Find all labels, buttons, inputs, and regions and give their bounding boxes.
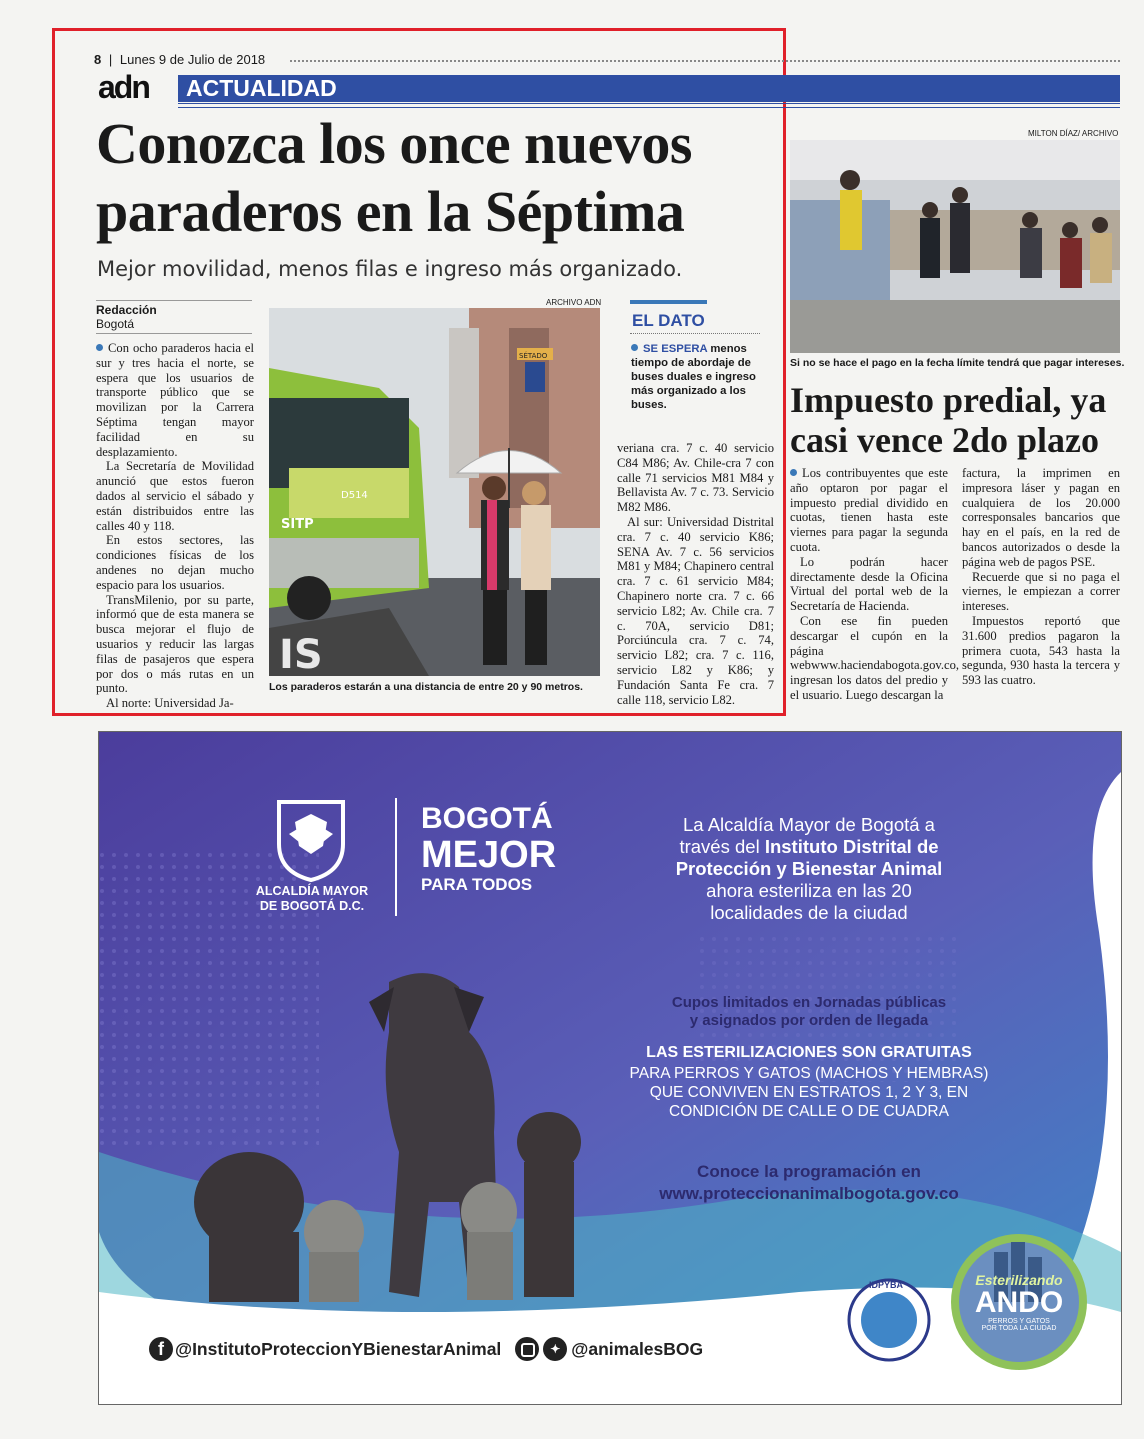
detail-line2: QUE CONVIVEN EN ESTRATOS 1, 2 Y 3, EN bbox=[649, 1084, 969, 1101]
paragraph: En estos sectores, las condiciones físicas de los andenes no dejan mucho espacio para los usuarios. bbox=[96, 533, 254, 592]
paragraph: veriana cra. 7 c. 40 servicio C84 M86; Av. Chile-cra 7 con calle 71 servicios M81 M84 y Bellavista Av. 7 c. 73. Servicio M82 M86. bbox=[617, 441, 774, 515]
social-handle[interactable]: @animalesBOG bbox=[571, 1338, 704, 1359]
alcaldia-line1: ALCALDÍA MAYOR bbox=[255, 884, 369, 898]
intro-bold: Instituto Distrital de bbox=[764, 836, 939, 857]
byline-author: Redacción bbox=[96, 303, 157, 317]
side-photo-caption: Si no se hace el pago en la fecha límite tendrá que pagar intereses. bbox=[790, 357, 1125, 369]
section-label: ACTUALIDAD bbox=[178, 75, 1120, 102]
bogota-mejor-logo bbox=[421, 802, 556, 896]
instagram-icon[interactable] bbox=[515, 1337, 539, 1361]
badge-main: ANDO bbox=[974, 1286, 1064, 1319]
brand-logo: adn bbox=[98, 69, 149, 105]
page-header: 8 | Lunes 9 de Julio de 2018 bbox=[94, 52, 266, 67]
ad-website[interactable]: www.proteccionanimalbogota.gov.co bbox=[659, 1184, 959, 1203]
photo-caption: Los paraderos estarán a una distancia de entre 20 y 90 metros. bbox=[269, 681, 583, 693]
logo-divider bbox=[395, 798, 397, 916]
dato-lead: SE ESPERA bbox=[643, 343, 708, 355]
side-photo-credit: MILTON DÍAZ/ ARCHIVO bbox=[1028, 129, 1119, 138]
paragraph: TransMilenio, por su parte, informó que de esta manera se busca mejorar el flujo de usuarios y reducir las largas filas de pasajeros que espera por dos o más rutas en un punto. bbox=[96, 592, 254, 696]
main-article-col3 bbox=[617, 441, 774, 707]
section-bar-stripes bbox=[178, 103, 1120, 108]
main-subtitle: Mejor movilidad, menos filas e ingreso más organizado. bbox=[97, 257, 683, 281]
badge-script: Esterilizando bbox=[975, 1272, 1063, 1288]
main-headline bbox=[96, 110, 692, 246]
paragraph: Al sur: Universidad Distrital cra. 7 c. 40 servicio K86; SENA Av. 7 c. 56 servicios M81 y M84; Chapinero central cra. 7 c. 61 servicio M84; Chapinero norte cra. 7 c. 66 servicio L82; Av. Chile cra. 7 c. 70A, servicio D81; Porciúncula cra. 7 c. 74, servicio L82; cra. 7 c. 116, servicio L82 y K86; y Fundación Santa Fe cra. 7 calle 118, servicio L82. bbox=[617, 514, 774, 707]
bogota-word: BOGOTÁ bbox=[421, 802, 553, 835]
paragraph: Con ese fin pueden descargar el cupón en la página webwww.haciendabogota.gov.co, ingresan los datos del predio y el usuario. Luego descargan la bbox=[790, 613, 960, 702]
byline-rule-bottom bbox=[96, 333, 252, 334]
svg-text:IS: IS bbox=[279, 632, 323, 676]
main-article-col1 bbox=[96, 341, 254, 711]
ad-details bbox=[569, 1064, 1049, 1121]
side-headline bbox=[790, 380, 1106, 460]
bullet-dot bbox=[631, 344, 638, 351]
paragraph: Los contribuyentes que este año optaron por pagar el impuesto predial dividido en cuotas, tienen hasta este viernes para pagar la segunda cuota. bbox=[790, 466, 948, 554]
tax-office-photo bbox=[790, 140, 1120, 353]
paragraph: Impuestos reportó que 31.600 predios pagaron la primera cuota, 543 hasta la segunda, 930 hasta la tercera y 593 las cuatro. bbox=[962, 613, 1120, 688]
stop-sign-text: SÉTADO bbox=[519, 352, 548, 360]
mejor-word: MEJOR bbox=[421, 834, 557, 876]
bogota-coat-of-arms-icon bbox=[271, 794, 351, 882]
dato-title: EL DATO bbox=[632, 311, 705, 330]
alcaldia-line2: DE BOGOTÁ D.C. bbox=[259, 899, 365, 913]
para-todos: PARA TODOS bbox=[421, 875, 533, 894]
photo-credit: ARCHIVO ADN bbox=[546, 298, 602, 307]
paragraph: Recuerde que si no paga el viernes, le empiezan a correr intereses. bbox=[962, 569, 1120, 614]
paragraph: Con ocho paraderos hacia el sur y tres hacia el norte, se espera que los usuarios de transporte público que se movilizan por la Carrera Séptima tengan mayor facilidad en su desplazamiento. bbox=[96, 341, 254, 459]
ad-intro bbox=[629, 814, 989, 924]
byline-rule-top bbox=[96, 300, 252, 301]
intro-line3: Protección y Bienestar Animal bbox=[675, 858, 943, 879]
bus-brand: SITP bbox=[281, 517, 314, 532]
paragraph: La Secretaría de Movilidad anunció que estos fueron dados al servicio el sábado y están distribuidos entre las calles 40 y 118. bbox=[96, 459, 254, 533]
detail-line1: PARA PERROS Y GATOS (MACHOS Y HEMBRAS) bbox=[629, 1065, 989, 1082]
badge-bottom: POR TODA LA CIUDAD bbox=[981, 1325, 1057, 1332]
side-headline-line1: Impuesto predial, ya bbox=[790, 380, 1107, 420]
dato-box bbox=[631, 342, 763, 412]
header-dotted-rule bbox=[290, 60, 1120, 62]
ad-cupos bbox=[569, 994, 1049, 1030]
facebook-icon[interactable]: f bbox=[149, 1337, 173, 1361]
ad-gratuitas: LAS ESTERILIZACIONES SON GRATUITAS bbox=[646, 1044, 972, 1061]
social-footer bbox=[149, 1337, 703, 1361]
cupos-line1: Cupos limitados en Jornadas públicas bbox=[671, 994, 947, 1011]
byline-city: Bogotá bbox=[96, 317, 135, 331]
cupos-line2: y asignados por orden de llegada bbox=[689, 1012, 929, 1029]
idpyba-label: IDPYBA bbox=[869, 1280, 904, 1290]
badge-sub: PERROS Y GATOS bbox=[988, 1318, 1050, 1325]
intro-line4: ahora esteriliza en las 20 bbox=[706, 880, 912, 901]
side-article-col1 bbox=[790, 466, 960, 703]
alcaldia-name bbox=[247, 884, 377, 914]
intro-line5: localidades de la ciudad bbox=[710, 902, 908, 923]
dato-rule bbox=[630, 300, 707, 304]
side-article-col2 bbox=[962, 466, 1120, 688]
dato-rule-bottom bbox=[630, 333, 760, 334]
bullet-dot bbox=[96, 344, 103, 351]
page-date: Lunes 9 de Julio de 2018 bbox=[119, 52, 266, 67]
facebook-handle[interactable]: @InstitutoProteccionYBienestarAnimal bbox=[175, 1338, 502, 1359]
paragraph: Al norte: Universidad Ja- bbox=[106, 696, 234, 711]
bus-number: D514 bbox=[341, 490, 368, 501]
dato-text: menos tiempo de abordaje de buses duales e ingreso más organizado a los buses. bbox=[631, 343, 756, 411]
paragraph: factura, la imprimen en impresora láser y pagan en cualquiera de los 20.000 corresponsales bancarios que hay en el país, en la red de bancos autorizados o desde la página web de pagos PSE. bbox=[962, 466, 1120, 569]
twitter-icon[interactable]: ✦ bbox=[543, 1337, 567, 1361]
badge-text bbox=[951, 1272, 1087, 1332]
bullet-dot bbox=[790, 469, 797, 476]
detail-line3: CONDICIÓN DE CALLE O DE CUADRA bbox=[669, 1103, 949, 1120]
bus-stop-photo bbox=[269, 308, 600, 676]
page-number: 8 bbox=[94, 52, 102, 67]
paragraph: Lo podrán hacer directamente desde la Oficina Virtual del portal web de la Secretaría de Hacienda. bbox=[790, 554, 948, 614]
side-headline-line2: casi vence 2do plazo bbox=[790, 420, 1099, 460]
ad-frame bbox=[98, 731, 1122, 1405]
intro-line2: través del bbox=[679, 836, 760, 857]
intro-line1: La Alcaldía Mayor de Bogotá a bbox=[683, 814, 935, 835]
main-headline-line1: Conozca los once nuevos bbox=[96, 111, 692, 176]
main-headline-line2: paraderos en la Séptima bbox=[96, 179, 685, 244]
ad-conoce: Conoce la programación en bbox=[697, 1162, 921, 1181]
